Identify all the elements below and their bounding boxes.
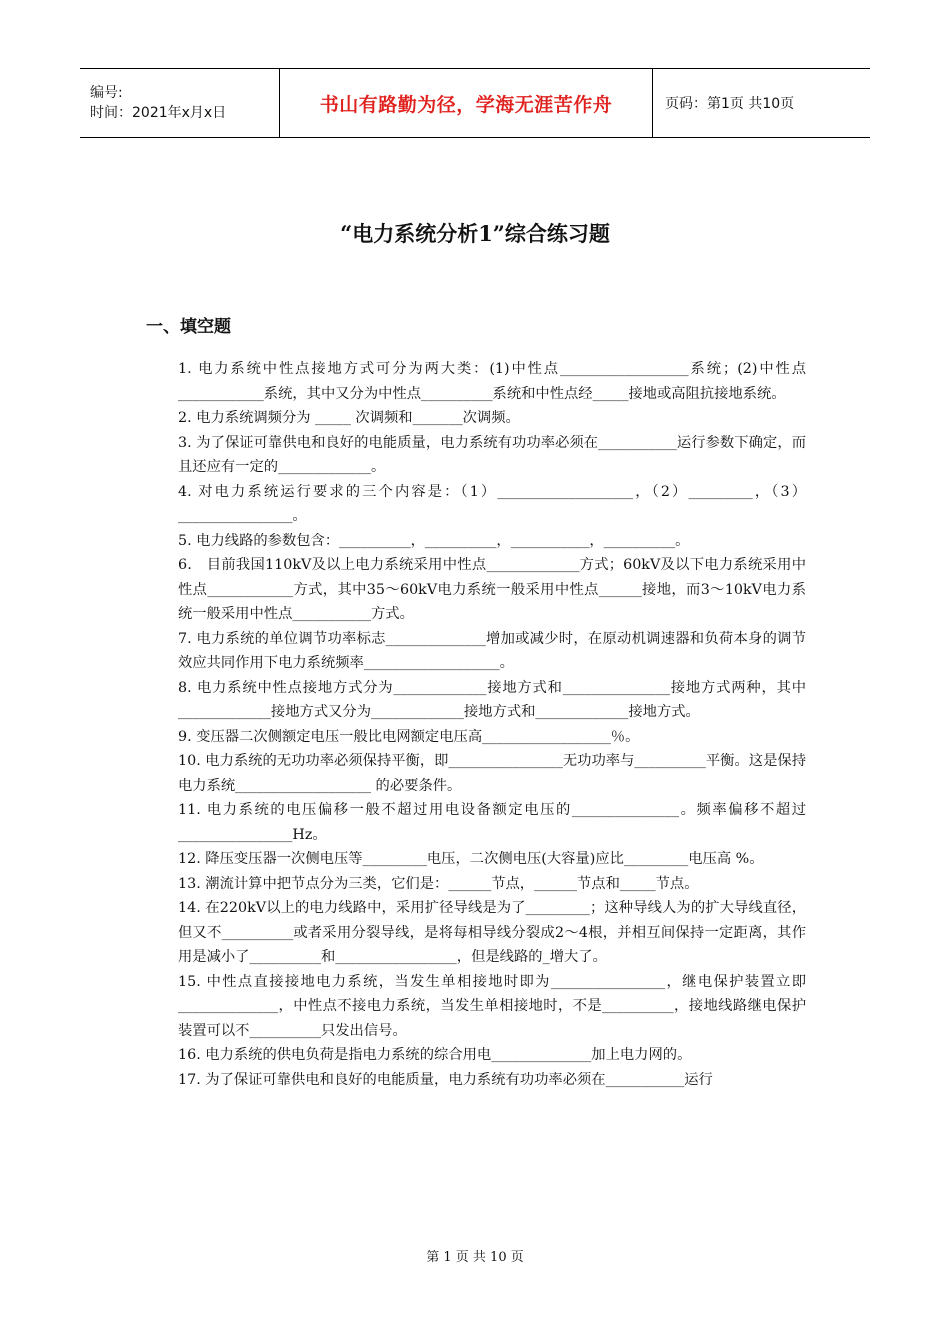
question-item: 8. 电力系统中性点接地方式分为_____________接地方式和_______________接地方式两种，其中_____________接地方式又分为_____________接地方式和_____________接地方式。 <box>178 679 806 720</box>
section-heading: 一、填空题 <box>146 317 231 337</box>
header-motto-cell <box>280 69 653 137</box>
page-footer: 第 1 页 共 10 页 <box>426 1250 524 1265</box>
question-item: 7. 电力系统的单位调节功率标志______________增加或减少时，在原动机调速器和负荷本身的调节效应共同作用下电力系统频率___________________。 <box>178 630 806 671</box>
question-item: 6． 目前我国110kV及以上电力系统采用中性点_____________方式；60kV及以下电力系统采用中性点____________方式，其中35～60kV电力系统一般采用中性点______接地，而3～10kV电力系统一般采用中性点___________方式。 <box>178 557 806 622</box>
question-item: 11. 电力系统的电压偏移一般不超过用电设备额定电压的_______________。频率偏移不超过________________Hz。 <box>178 802 806 843</box>
time-label: 时间：2021年x月x日 <box>90 105 227 121</box>
number-label: 编号: <box>90 85 123 101</box>
question-item: 1. 电力系统中性点接地方式可分为两大类：(1)中性点__________________系统；(2)中性点____________系统，其中又分为中性点__________系统和中性点经_____接地或高阻抗接地系统。 <box>178 361 806 402</box>
question-item: 14. 在220kV以上的电力线路中，采用扩径导线是为了_________；这种导线人为的扩大导线直径，但又不__________或者采用分裂导线，是将每相导线分裂成2～4根，并相互间保持一定距离，其作用是减小了__________和_________________，但是线路的_增大了。 <box>178 900 806 965</box>
question-item: 12. 降压变压器一次侧电压等_________电压，二次侧电压(大容量)应比_________电压高 %。 <box>178 851 764 867</box>
question-item: 5. 电力线路的参数包含：__________，__________，___________，__________。 <box>178 532 690 549</box>
question-item: 17. 为了保证可靠供电和良好的电能质量，电力系统有功功率必须在___________运行 <box>178 1071 713 1088</box>
page-header <box>80 68 870 138</box>
question-item: 16. 电力系统的供电负荷是指电力系统的综合用电______________加上电力网的。 <box>178 1047 692 1063</box>
question-item: 2. 电力系统调频分为 _____ 次调频和_______次调频。 <box>178 410 520 426</box>
document-title: “电力系统分析1”综合练习题 <box>340 221 610 246</box>
page-number-label: 页码：第1页 共10页 <box>665 96 795 112</box>
question-list <box>178 357 806 1092</box>
question-item: 10. 电力系统的无功功率必须保持平衡，即________________无功功率与__________平衡。这是保持电力系统___________________ 的必要条件。 <box>178 753 806 794</box>
question-item: 15. 中性点直接接地电力系统，当发生单相接地时即为________________，继电保护装置立即______________，中性点不接电力系统，当发生单相接地时，不是__________，接地线路继电保护装置可以不__________只发出信号。 <box>178 973 806 1039</box>
header-page-info <box>653 69 870 137</box>
question-item: 13. 潮流计算中把节点分为三类，它们是：______节点，______节点和_____节点。 <box>178 875 699 892</box>
motto-text: 书山有路勤为径，学海无涯苦作舟 <box>319 93 613 116</box>
question-item: 9. 变压器二次侧额定电压一般比电网额定电压高__________________％。 <box>178 728 640 745</box>
question-item: 4. 对电力系统运行要求的三个内容是：（1）___________________，（2）_________，（3）________________。 <box>178 483 806 524</box>
question-item: 3. 为了保证可靠供电和良好的电能质量，电力系统有功功率必须在___________运行参数下确定，而且还应有一定的_____________。 <box>178 434 806 475</box>
header-meta <box>80 69 280 137</box>
